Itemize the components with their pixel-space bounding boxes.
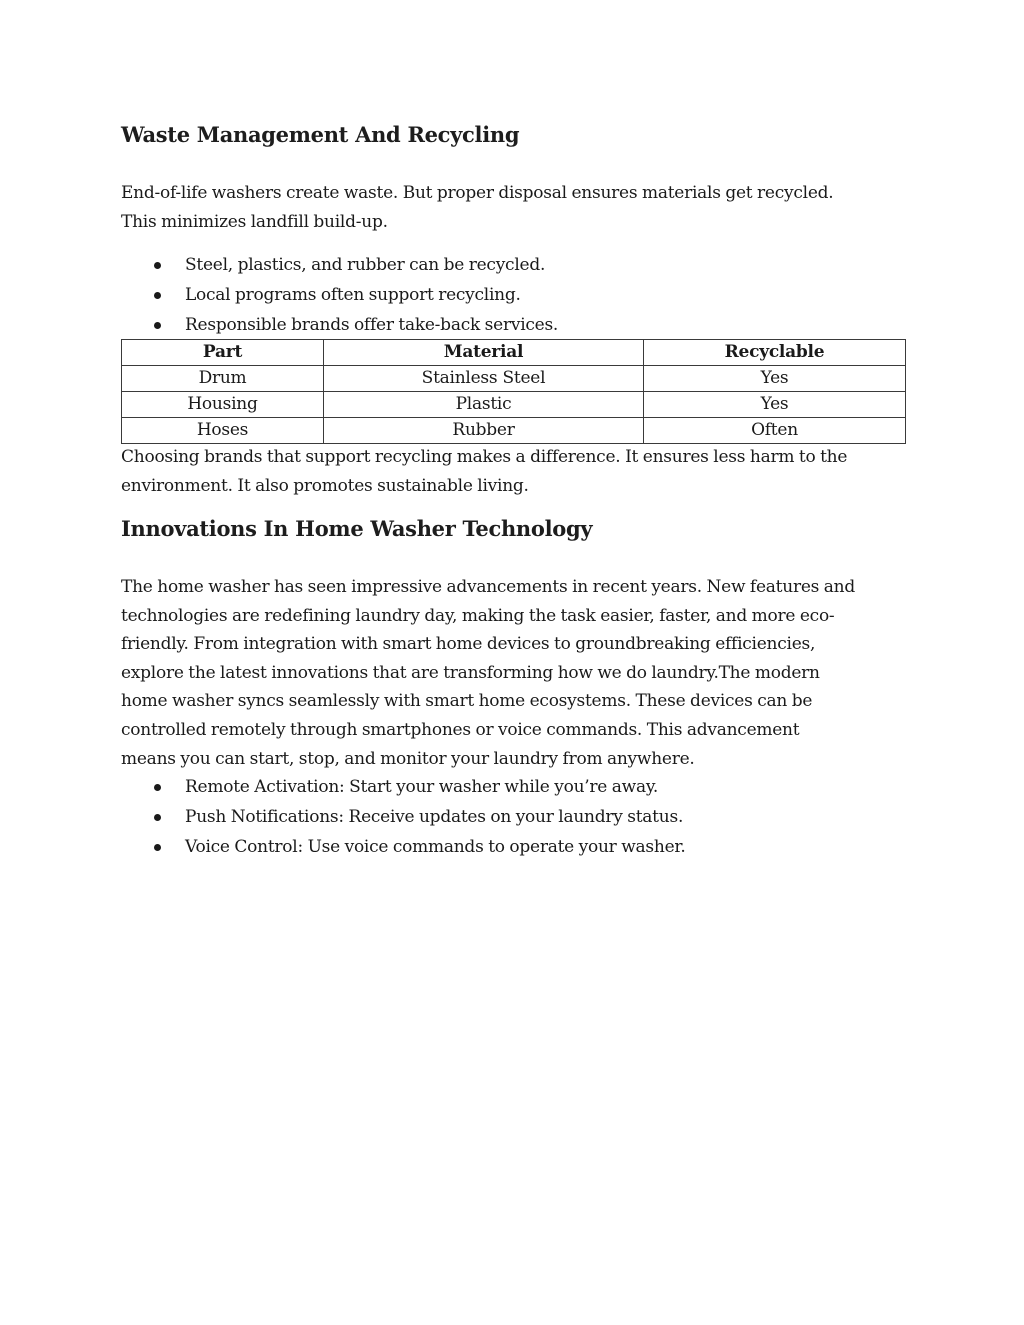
bullet-icon [154, 814, 161, 821]
body-line: home washer syncs seamlessly with smart home ecosystems. These devices can be [121, 691, 813, 712]
list-item: Responsible brands offer take-back services. [121, 310, 558, 340]
bullet-icon [154, 844, 161, 851]
recycling-bullet-list [121, 250, 558, 340]
table-header-row [122, 340, 906, 366]
section-heading-waste-management: Waste Management And Recycling [121, 122, 520, 147]
bullet-icon [154, 784, 161, 791]
intro-paragraph [121, 179, 905, 236]
table-cell: Hoses [122, 418, 324, 444]
bullet-icon [154, 262, 161, 269]
table-cell: Rubber [324, 418, 644, 444]
closing-line: environment. It also promotes sustainable living. [121, 475, 529, 496]
body-line: controlled remotely through smartphones or voice commands. This advancement [121, 719, 800, 740]
table-cell: Plastic [324, 392, 644, 418]
list-item: Remote Activation: Start your washer while you’re away. [121, 772, 686, 802]
column-header-material: Material [324, 340, 644, 366]
section-heading-innovations: Innovations In Home Washer Technology [121, 516, 593, 541]
innovations-paragraph [121, 573, 905, 773]
bullet-icon [154, 322, 161, 329]
body-line: means you can start, stop, and monitor your laundry from anywhere. [121, 748, 695, 769]
recycling-table [121, 339, 906, 444]
table-cell: Drum [122, 366, 324, 392]
intro-line: This minimizes landfill build-up. [121, 211, 388, 232]
body-line: technologies are redefining laundry day, making the task easier, faster, and more eco- [121, 605, 835, 626]
table-row [122, 366, 906, 392]
table-cell: Often [644, 418, 906, 444]
closing-line: Choosing brands that support recycling makes a difference. It ensures less harm to the [121, 447, 848, 467]
column-header-recyclable: Recyclable [644, 340, 906, 366]
smart-features-bullet-list [121, 772, 686, 862]
table-cell: Yes [644, 392, 906, 418]
body-line: friendly. From integration with smart home devices to groundbreaking efficiencies, [121, 634, 816, 655]
table-row [122, 418, 906, 444]
bullet-icon [154, 292, 161, 299]
table-cell: Housing [122, 392, 324, 418]
table-cell: Stainless Steel [324, 366, 644, 392]
list-item: Local programs often support recycling. [121, 280, 558, 310]
body-line: The home washer has seen impressive advancements in recent years. New features and [121, 577, 855, 597]
list-item: Push Notifications: Receive updates on your laundry status. [121, 802, 686, 832]
body-line: explore the latest innovations that are transforming how we do laundry.The modern [121, 662, 820, 683]
closing-paragraph [121, 443, 905, 500]
table-cell: Yes [644, 366, 906, 392]
intro-line: End-of-life washers create waste. But proper disposal ensures materials get recycled. [121, 183, 834, 203]
table-row [122, 392, 906, 418]
list-item: Steel, plastics, and rubber can be recycled. [121, 250, 558, 280]
column-header-part: Part [122, 340, 324, 366]
list-item: Voice Control: Use voice commands to operate your washer. [121, 832, 686, 862]
